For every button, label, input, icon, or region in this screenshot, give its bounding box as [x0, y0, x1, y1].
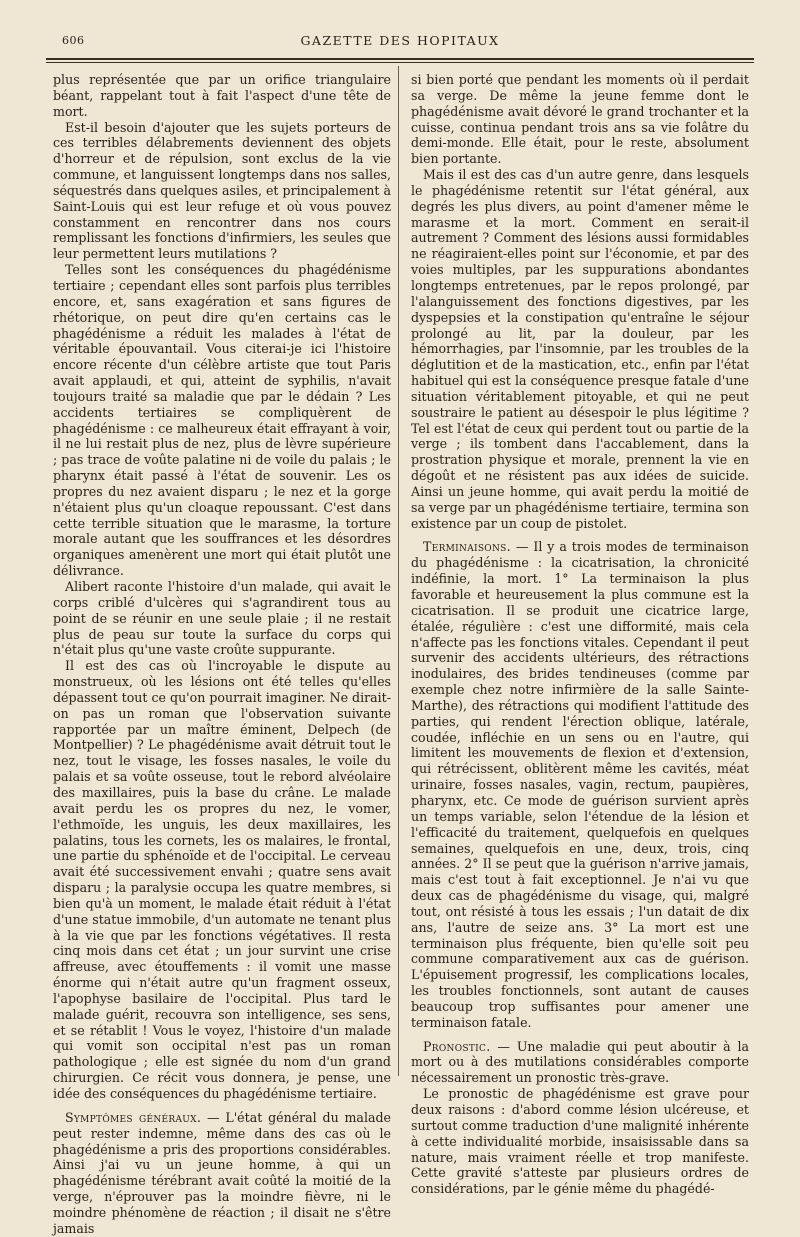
column-divider — [398, 66, 399, 1076]
section-paragraph-pronostic: Pronostic. — Une maladie qui peut aboutir à la mort ou à des mutilations considérables comporte nécessairement un pronostic très-grave. — [411, 1038, 749, 1086]
paragraph: plus représentée que par un orifice triangulaire béant, rappelant tout à fait l'aspect d'une tête de mort. — [53, 72, 391, 119]
section-heading: Symptômes généraux. — [65, 1109, 202, 1125]
paragraph: Il est des cas où l'incroyable le dispute au monstrueux, où les lésions ont été telles qu'elles dépassent tout ce qu'on pourrait imaginer. Ne dirait-on pas un roman que l'observation suivante rapportée par un maître éminent, Delpech (de Montpellier) ? Le phagédénisme avait détruit tout le nez, tout le visage, les fosses nasales, le voile du palais et sa voûte osseuse, tout le rebord alvéolaire des maxillaires, puis la base du crâne. Le malade avait perdu les os propres du nez, le vomer, l'ethmoïde, les unguis, les deux maxillaires, les palatins, tous les cornets, les os malaires, le frontal, une partie du sphénoïde et de l'occipital. Le cerveau avait été successivement envahi ; quatre sens avait disparu ; la paralysie occupa les quatre membres, si bien qu'à un moment, le malade était réduit à l'état d'une statue immobile, d'un automate ne tenant plus à la vie que par les fonctions végétatives. Il resta cinq mois dans cet état ; un jour survint une crise affreuse, avec étouffements : il vomit une masse énorme qui n'était autre qu'un fragment osseux, l'apophyse basilaire de l'occipital. Plus tard le malade guérit, recouvra son intelligence, ses sens, et se rétablit ! Vous le voyez, l'histoire d'un malade qui vomit son occipital n'est pas un roman pathologique ; elle est signée du nom d'un grand chirurgien. Ce récit vous donnera, je pense, une idée des conséquences du phagédénisme tertiaire. — [53, 658, 391, 1101]
paragraph: Alibert raconte l'histoire d'un malade, qui avait le corps criblé d'ulcères qui s'agrandirent tous au point de se réunir en une seule plaie ; il ne restait plus de peau sur toute la surface du corps qui n'était plus qu'une vaste croûte suppurante. — [53, 579, 391, 658]
left-column — [53, 72, 391, 1236]
page-number: 606 — [62, 34, 85, 47]
paragraph: Est-il besoin d'ajouter que les sujets porteurs de ces terribles délabrements deviennent des objets d'horreur et de répulsion, sont exclus de la vie commune, et languissent longtemps dans nos salles, séquestrés dans quelques asiles, et principalement à Saint-Louis qui est leur refuge et où vous pouvez constamment en rencontrer dans nos cours remplissant les fonctions d'infirmiers, les seules que leur permettent leurs mutilations ? — [53, 119, 391, 262]
paragraph: Mais il est des cas d'un autre genre, dans lesquels le phagédénisme retentit sur l'état général, aux degrés les plus divers, au point d'amener même le marasme et la mort. Comment en serait-il autrement ? Comment des lésions aussi formidables ne réagiraient-elles point sur l'économie, et par des voies multiples, par les suppurations abondantes longtemps entretenues, par le repos prolongé, par l'alanguissement des fonctions digestives, par les dyspepsies et la constipation qu'entraîne le séjour prolongé au lit, par la douleur, par les hémorrhagies, par l'insomnie, par les troubles de la déglutition et de la mastication, etc., enfin par l'état habituel qui est la conséquence presque fatale d'une situation véritablement pitoyable, et qui ne peut soustraire le patient au désespoir le plus légitime ? Tel est l'état de ceux qui perdent tout ou partie de la verge ; ils tombent dans l'accablement, dans la prostration physique et morale, prennent la vie en dégoût et ne résistent pas aux idées de suicide. Ainsi un jeune homme, qui avait perdu la moitié de sa verge par un phagédénisme tertiaire, termina son existence par un coup de pistolet. — [411, 167, 749, 531]
header-rule-thin — [46, 62, 754, 63]
paragraph: Telles sont les conséquences du phagédénisme tertiaire ; cependant elles sont parfois plus terribles encore, et, sans exagération et sans figures de rhétorique, on peut dire qu'en certains cas le phagédénisme a réduit les malades à l'état de véritable épouvantail. Vous citerai-je ici l'histoire encore récente d'un célèbre artiste que tout Paris avait applaudi, et qui, atteint de syphilis, n'avait toujours traité sa maladie que par le dédain ? Les accidents tertiaires se compliquèrent de phagédénisme : ce malheureux était effrayant à voir, il ne lui restait plus de nez, plus de lèvre supérieure ; pas trace de voûte palatine ni de voile du palais ; le pharynx était passé à l'état de souvenir. Les os propres du nez avaient disparu ; le nez et la gorge n'étaient plus qu'un cloaque repoussant. C'est dans cette terrible situation que le marasme, la torture morale autant que les souffrances et les désordres organiques amenèrent une mort qui était plutôt une délivrance. — [53, 262, 391, 579]
right-column — [411, 72, 749, 1197]
paragraph: Le pronostic de phagédénisme est grave pour deux raisons : d'abord comme lésion ulcéreuse, et surtout comme traduction d'une malignité inhérente à cette individualité morbide, insaisissable dans sa nature, mais vraiment réelle et trop manifeste. Cette gravité s'atteste par plusieurs ordres de considérations, par le génie même du phagédé- — [411, 1086, 749, 1197]
section-paragraph-terminaisons: Terminaisons. — Il y a trois modes de terminaison du phagédénisme : la cicatrisation, la chronicité indéfinie, la mort. 1° La terminaison la plus favorable et heureusement la plus commune est la cicatrisation. Il se produit une cicatrice large, étalée, régulière : c'est une difformité, mais cela n'affecte pas les fonctions vitales. Cependant il peut survenir des accidents ultérieurs, des rétractions inodulaires, des brides tendineuses (comme par exemple chez notre infirmière de la salle Sainte-Marthe), des rétractions qui modifient l'attitude des parties, qui rendent l'érection oblique, latérale, coudée, infléchie en un sens ou en l'autre, qui limitent les mouvements de flexion et d'extension, qui rétrécissent, oblitèrent même les cavités, méat urinaire, fosses nasales, vagin, rectum, paupières, pharynx, etc. Ce mode de guérison survient après un temps variable, selon l'étendue de la lésion et l'efficacité du traitement, quelquefois en quelques semaines, quelquefois en une, deux, trois, cinq années. 2° Il se peut que la guérison n'arrive jamais, mais c'est tout à fait exceptionnel. Je n'ai vu que deux cas de phagédénisme du visage, qui, malgré tout, ont résisté à tous les essais ; l'un datait de dix ans, l'autre de seize ans. 3° La mort est une terminaison plus fréquente, bien qu'elle soit peu commune comparativement aux cas de guérison. L'épuisement progressif, les complications locales, les troubles fonctionnels, sont autant de causes beaucoup trop suffisantes pour amener une terminaison fatale. — [411, 539, 749, 1030]
paragraph: si bien porté que pendant les moments où il perdait sa verge. De même la jeune femme dont le phagédénisme avait dévoré le grand trochanter et la cuisse, continua pendant trois ans sa vie folâtre du demi-monde. Elle était, pour le reste, absolument bien portante. — [411, 72, 749, 167]
section-paragraph-symptomes: Symptômes généraux. — L'état général du malade peut rester indemne, même dans des cas où le phagédénisme a pris des proportions considérables. Ainsi j'ai vu un jeune homme, à qui un phagédénisme térébrant avait coûté la moitié de la verge, n'éprouver pas la moindre fièvre, ni le moindre phénomène de réaction ; il disait ne s'être jamais — [53, 1109, 391, 1236]
header-rule — [46, 58, 754, 60]
journal-title: GAZETTE DES HOPITAUX — [300, 33, 500, 48]
section-heading: Pronostic. — [423, 1038, 491, 1054]
running-header — [0, 30, 800, 52]
section-heading: Terminaisons. — [423, 539, 511, 555]
